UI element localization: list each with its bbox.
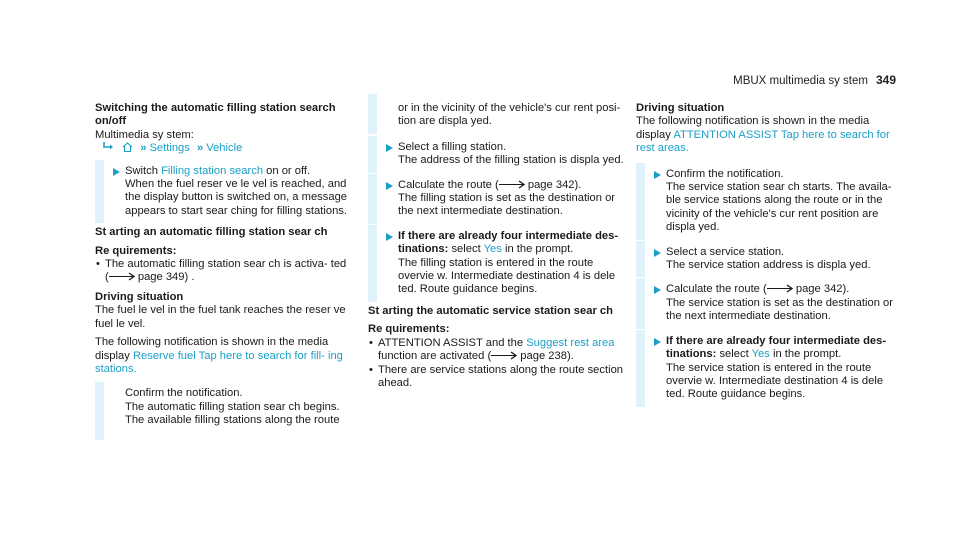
path-settings[interactable]: Settings — [149, 142, 190, 155]
column-1 — [95, 102, 353, 428]
step-four-destinations: If there are already four intermediate des‐ tinations: select Yes in the prompt. The service station is entered in the route overvie w. Intermediate destination 4 is dele ted. Route guidance begins. — [636, 335, 894, 402]
reference-arrow-icon[interactable] — [767, 284, 793, 293]
column-3 — [636, 102, 894, 410]
notification-text: The following notification is shown in the media display Reserve fuel Tap here to search for fill‐ ing stations. — [95, 336, 343, 375]
path-vehicle[interactable]: Vehicle — [206, 142, 243, 155]
yes-option[interactable]: Yes — [751, 348, 770, 361]
step-text: When the fuel reser ve le vel is reached, and the display button is switched on, a message appears to start sear ching for filling stations. — [125, 178, 348, 217]
step-triangle-icon — [654, 171, 661, 179]
double-chevron-icon: » — [140, 142, 147, 155]
section-heading-switching: Switching the automatic filling station search on/off — [95, 102, 336, 128]
requirement-item: • The automatic filling station sear ch is activa‐ ted ( page 349) . — [95, 258, 353, 285]
filling-station-search-option[interactable]: Filling station search — [161, 164, 264, 177]
requirement-item: • ATTENTION ASSIST and the Suggest rest area function are activated ( page 238). — [368, 337, 626, 364]
step-triangle-icon — [386, 233, 393, 241]
step-four-destinations: If there are already four intermediate des‐ tinations: select Yes in the prompt. The filling station is entered in the route overvie w. Intermediate destination 4 is dele ted. Route guidance begins. — [368, 230, 626, 297]
driving-situation-text: The fuel le vel in the fuel tank reaches the reser ve fuel le vel. — [95, 304, 346, 330]
requirement-item: • There are service stations along the route section ahead. — [368, 364, 626, 391]
sub-arrow-icon — [103, 142, 114, 152]
step-triangle-icon — [386, 182, 393, 190]
yes-option[interactable]: Yes — [483, 243, 502, 256]
requirements-label: Re quirements: — [95, 244, 177, 257]
section-heading-starting: St arting an automatic filling station sear ch — [95, 226, 328, 239]
step-confirm: Confirm the notification. The automatic filling station sear ch begins. The available filling stations along the route — [95, 387, 353, 427]
double-chevron-icon: » — [197, 142, 204, 155]
column-2 — [368, 102, 626, 390]
system-line: Multimedia sy stem: — [95, 128, 194, 141]
attention-assist-notification[interactable]: ATTENTION ASSIST Tap here to search for rest areas. — [636, 128, 890, 155]
reserve-fuel-notification[interactable]: Reserve fuel Tap here to search for fill‐ ing stations. — [95, 349, 343, 375]
requirements-label: Re quirements: — [368, 323, 450, 336]
home-icon[interactable] — [122, 142, 133, 152]
step-triangle-icon — [654, 249, 661, 257]
step-calculate-route: Calculate the route ( page 342). The service station is set as the destination or the next intermediate destination. — [636, 283, 894, 323]
driving-situation-heading: Driving situation — [95, 290, 184, 303]
step-calculate-route: Calculate the route ( page 342). The filling station is set as the destination or the next intermediate destination. — [368, 179, 626, 219]
reference-arrow-icon[interactable] — [109, 272, 135, 281]
reference-arrow-icon[interactable] — [491, 351, 517, 360]
step-switch: Switch Filling station search on or off. When the fuel reser ve le vel is reached, and the display button is switched on, a message appears to start sear ching for filling stations. — [95, 165, 353, 219]
step-triangle-icon — [654, 338, 661, 346]
section-heading-service-search: St arting the automatic service station sear ch — [368, 304, 613, 317]
driving-situation-heading: Driving situation — [636, 102, 725, 114]
step-select-service-station: Select a service station. The service station address is displa yed. — [636, 246, 894, 273]
step-triangle-icon — [113, 168, 120, 176]
step-continued: or in the vicinity of the vehicle's cur rent posi‐ tion are displa yed. — [368, 102, 626, 129]
reference-arrow-icon[interactable] — [499, 180, 525, 189]
step-triangle-icon — [654, 286, 661, 294]
suggest-rest-area-option[interactable]: Suggest rest area — [526, 336, 615, 349]
page-header — [733, 74, 896, 88]
page-number: 349 — [875, 73, 896, 87]
menu-path — [103, 142, 353, 155]
notification-text: The following notification is shown in the media display ATTENTION ASSIST Tap here to search for rest areas. — [636, 115, 890, 155]
header-title: MBUX multimedia sy stem — [733, 75, 868, 87]
step-confirm-notification: Confirm the notification. The service station sear ch starts. The availa‐ ble service stations along the route or in the vicinity of the vehicle's cur rent position are displa yed. — [636, 168, 894, 235]
step-select-station: Select a filling station. The address of the filling station is displa yed. — [368, 141, 626, 168]
step-triangle-icon — [386, 144, 393, 152]
